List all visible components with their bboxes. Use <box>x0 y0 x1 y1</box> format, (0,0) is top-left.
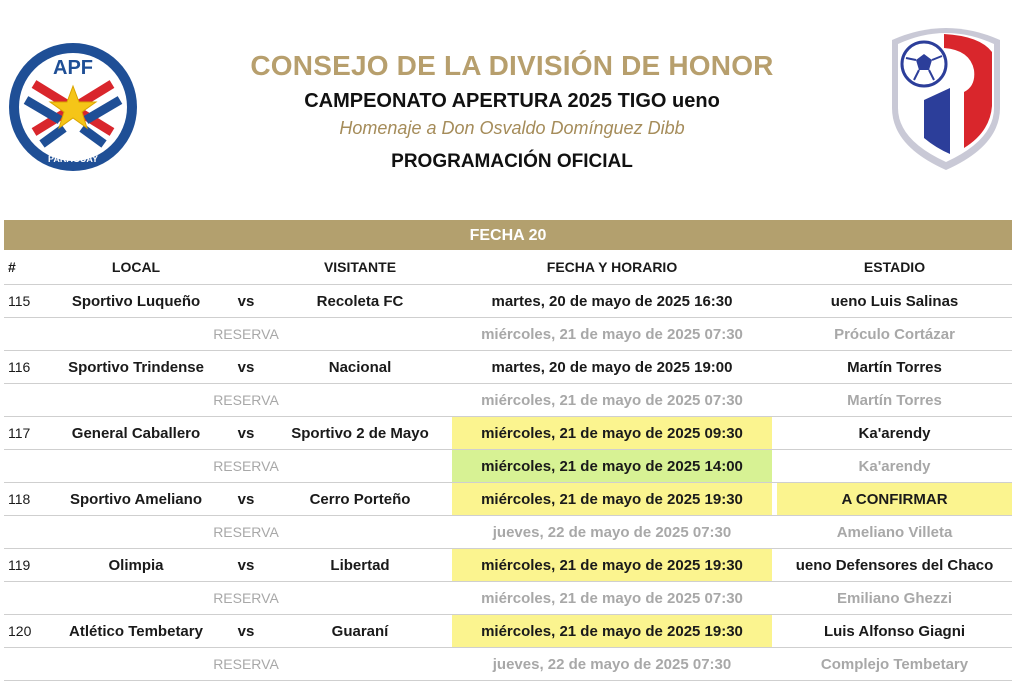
fecha-bar: FECHA 20 <box>4 220 1012 250</box>
match-number: 117 <box>8 425 31 441</box>
match-number: 119 <box>8 557 31 573</box>
col-estadio-header: ESTADIO <box>863 259 926 275</box>
match-datetime: miércoles, 21 de mayo de 2025 19:30 <box>452 483 772 515</box>
reserve-row <box>4 384 1012 417</box>
local-team: Olimpia <box>108 556 164 574</box>
reserve-datetime: miércoles, 21 de mayo de 2025 07:30 <box>481 325 743 343</box>
division-honor-logo <box>884 22 1008 172</box>
match-number: 115 <box>8 293 31 309</box>
local-team: General Caballero <box>71 424 201 442</box>
match-number: 116 <box>8 359 31 375</box>
match-row <box>4 615 1012 648</box>
visiting-team: Nacional <box>328 358 392 376</box>
col-fecha-header: FECHA Y HORARIO <box>546 259 678 275</box>
match-datetime: miércoles, 21 de mayo de 2025 09:30 <box>452 417 772 449</box>
visiting-team: Recoleta FC <box>316 292 404 310</box>
vs-label: vs <box>237 622 255 640</box>
visiting-team: Sportivo 2 de Mayo <box>291 424 429 442</box>
reserve-label: RESERVA <box>213 524 279 540</box>
reserve-stadium: Próculo Cortázar <box>834 325 955 343</box>
match-number: 118 <box>8 491 31 507</box>
homenaje-line: Homenaje a Don Osvaldo Domínguez Dibb <box>339 118 685 138</box>
reserve-row <box>4 648 1012 681</box>
visiting-team: Cerro Porteño <box>309 490 411 508</box>
stadium: Luis Alfonso Giagni <box>823 622 966 640</box>
reserve-label: RESERVA <box>213 458 279 474</box>
stadium: ueno Luis Salinas <box>830 292 959 310</box>
reserve-label: RESERVA <box>213 656 279 672</box>
match-row <box>4 351 1012 384</box>
column-header-row <box>4 250 1012 285</box>
match-datetime: martes, 20 de mayo de 2025 19:00 <box>491 358 733 376</box>
reserve-datetime: miércoles, 21 de mayo de 2025 07:30 <box>481 391 743 409</box>
match-row <box>4 417 1012 450</box>
reserve-row <box>4 516 1012 549</box>
col-local-header: LOCAL <box>111 259 161 275</box>
visiting-team: Guaraní <box>331 622 389 640</box>
reserve-row <box>4 450 1012 483</box>
reserve-stadium: Complejo Tembetary <box>820 655 969 673</box>
reserve-row <box>4 318 1012 351</box>
match-datetime: miércoles, 21 de mayo de 2025 19:30 <box>452 615 772 647</box>
reserve-datetime: miércoles, 21 de mayo de 2025 07:30 <box>481 589 743 607</box>
reserve-datetime: jueves, 22 de mayo de 2025 07:30 <box>492 655 732 673</box>
vs-label: vs <box>237 490 255 508</box>
match-datetime: miércoles, 21 de mayo de 2025 19:30 <box>452 549 772 581</box>
vs-label: vs <box>237 358 255 376</box>
reserve-label: RESERVA <box>213 590 279 606</box>
reserve-label: RESERVA <box>213 392 279 408</box>
stadium: Ka'arendy <box>858 424 931 442</box>
reserve-row <box>4 582 1012 615</box>
reserve-stadium: Martín Torres <box>847 391 942 409</box>
vs-label: vs <box>237 556 255 574</box>
match-row <box>4 549 1012 582</box>
match-row <box>4 483 1012 516</box>
reserve-stadium: Emiliano Ghezzi <box>836 589 953 607</box>
col-visitante-header: VISITANTE <box>323 259 397 275</box>
championship-subtitle: CAMPEONATO APERTURA 2025 TIGO ueno <box>304 90 720 112</box>
stadium: A CONFIRMAR <box>777 483 1012 515</box>
apf-logo <box>6 40 140 174</box>
reserve-stadium: Ka'arendy <box>858 457 931 475</box>
local-team: Sportivo Luqueño <box>71 292 201 310</box>
match-datetime: martes, 20 de mayo de 2025 16:30 <box>491 292 733 310</box>
match-row <box>4 285 1012 318</box>
stadium: ueno Defensores del Chaco <box>795 556 994 574</box>
local-team: Sportivo Trindense <box>68 358 204 376</box>
col-num-header: # <box>8 259 16 275</box>
stadium: Martín Torres <box>847 358 942 376</box>
apf-logo-text: APF <box>53 57 93 79</box>
reserve-datetime: miércoles, 21 de mayo de 2025 14:00 <box>452 450 772 482</box>
reserve-datetime: jueves, 22 de mayo de 2025 07:30 <box>492 523 732 541</box>
local-team: Sportivo Ameliano <box>70 490 202 508</box>
reserve-stadium: Ameliano Villeta <box>836 523 953 541</box>
header <box>140 48 884 174</box>
reserve-label: RESERVA <box>213 326 279 342</box>
page-title: CONSEJO DE LA DIVISIÓN DE HONOR <box>250 50 774 81</box>
schedule-table <box>4 220 1012 681</box>
match-number: 120 <box>8 623 32 639</box>
vs-label: vs <box>237 292 255 310</box>
local-team: Atlético Tembetary <box>69 622 203 640</box>
visiting-team: Libertad <box>330 556 390 574</box>
programacion-label: PROGRAMACIÓN OFICIAL <box>391 151 633 172</box>
apf-logo-paraguay: PARAGUAY <box>47 154 99 164</box>
vs-label: vs <box>237 424 255 442</box>
